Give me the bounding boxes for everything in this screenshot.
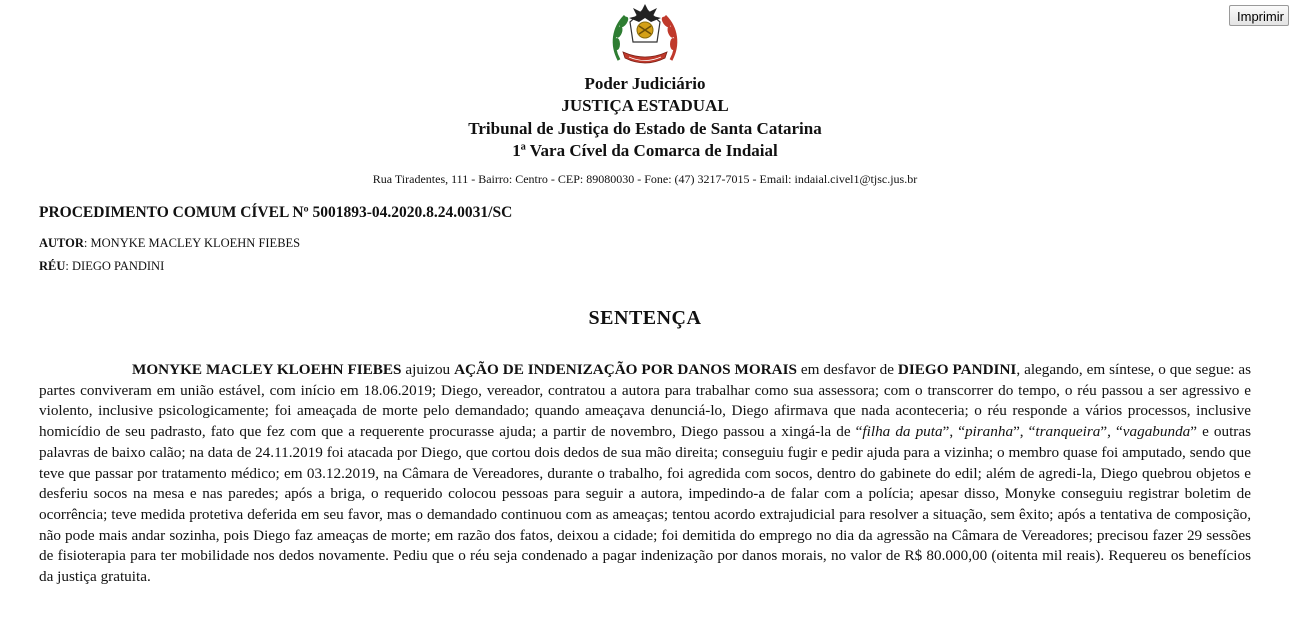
print-button[interactable]: Imprimir bbox=[1229, 5, 1289, 26]
header-line-poder: Poder Judiciário bbox=[584, 74, 706, 93]
header-line-vara: 1ª Vara Cível da Comarca de Indaial bbox=[512, 140, 778, 160]
text-span: ”, “ bbox=[942, 423, 965, 441]
text-span: ”, “ bbox=[1013, 423, 1036, 441]
quoted-insult: piranha bbox=[964, 423, 1014, 441]
court-header bbox=[0, 73, 1290, 162]
sentence-paragraph bbox=[39, 360, 1251, 588]
author-label: AUTOR bbox=[39, 236, 84, 250]
author-name: : MONYKE MACLEY KLOEHN FIEBES bbox=[83, 236, 301, 250]
text-span: ajuizou bbox=[401, 361, 455, 378]
defendant-name-bold: DIEGO PANDINI bbox=[897, 361, 1017, 378]
case-number: PROCEDIMENTO COMUM CÍVEL Nº 5001893-04.2020.8.24.0031/SC bbox=[39, 204, 513, 221]
header-line-tribunal: Tribunal de Justiça do Estado de Santa Catarina bbox=[468, 118, 822, 138]
header-line-justica: JUSTIÇA ESTADUAL bbox=[561, 96, 729, 116]
author-line bbox=[39, 235, 300, 251]
text-span: ”, “ bbox=[1100, 423, 1123, 441]
quoted-insult: tranqueira bbox=[1035, 423, 1101, 441]
action-type: AÇÃO DE INDENIZAÇÃO POR DANOS MORAIS bbox=[454, 361, 797, 378]
court-address: Rua Tiradentes, 111 - Bairro: Centro - CEP: 89080030 - Fone: (47) 3217-7015 - Email: indaial.civel1@tjsc.jus.br bbox=[372, 172, 918, 186]
plaintiff-name: MONYKE MACLEY KLOEHN FIEBES bbox=[132, 361, 402, 378]
quoted-insult: filha da puta bbox=[862, 423, 943, 441]
text-span: ” e outras palavras de baixo calão; na data de 24.11.2019 foi atacada por Diego, que cortou dois dedos de sua mão direita; conseguiu fugir e pedir ajuda para a vizinha; o membro quase foi amputado, sendo que teve que passar por tratamento médico; em 03.12.2019, na Câmara de Vereadores, durante o trabalho, foi agredida com socos, dentro do gabinete do edil; além de agredi-la, Diego quebrou objetos e desferiu socos na mesa e nas paredes; após a briga, o requerido colocou pessoas para seguir a autora, impedindo-a de falar com a polícia; apesar disso, Monyke conseguiu registrar boletim de ocorrência; teve medida protetiva deferida em seu favor, mas o demandado continuou com as ameaças; tentou acordo extrajudicial para resolver a situação, sem êxito; após a tentativa de composição, não pode mais andar sozinha, pois Diego faz ameaças de morte; em razão dos fatos, deixou a cidade; foi demitida do emprego no dia da agressão na Câmara de Vereadores; precisou fazer 29 sessões de fisioterapia para ter mobilidade nos dedos novamente. Pediu que o réu seja condenado a pagar indenização por danos morais, no valor de R$ 80.000,00 (oitenta mil reais). Requereu os benefícios da justiça gratuita. bbox=[39, 423, 1252, 586]
text-span: , alegando, em síntese, o que segue: as partes conviveram em união estável, com início em 18.06.2019; Diego, vereador, contratou a autora para trabalhar como sua assessora; com o transcorrer do tempo, o réu passou a ser agressivo e violento, inclusive psicologicamente; foi ameaçada de morte pelo demandado; quando ameaçava denunciá-lo, Diego afirmava que nada aconteceria; o réu responde a vários processos, inclusive homicídio de seu padrasto, fato que fez com que a requerente procurasse ajuda; a partir de novembro, Diego passou a xingá-la de “ bbox=[39, 361, 1252, 441]
quoted-insult: vagabunda bbox=[1122, 423, 1191, 441]
text-span: em desfavor de bbox=[796, 361, 898, 378]
document-title: SENTENÇA bbox=[588, 307, 702, 329]
coat-of-arms-icon bbox=[605, 0, 685, 70]
defendant-line bbox=[39, 258, 164, 274]
defendant-name: : DIEGO PANDINI bbox=[65, 259, 165, 273]
defendant-label: RÉU bbox=[39, 259, 66, 273]
